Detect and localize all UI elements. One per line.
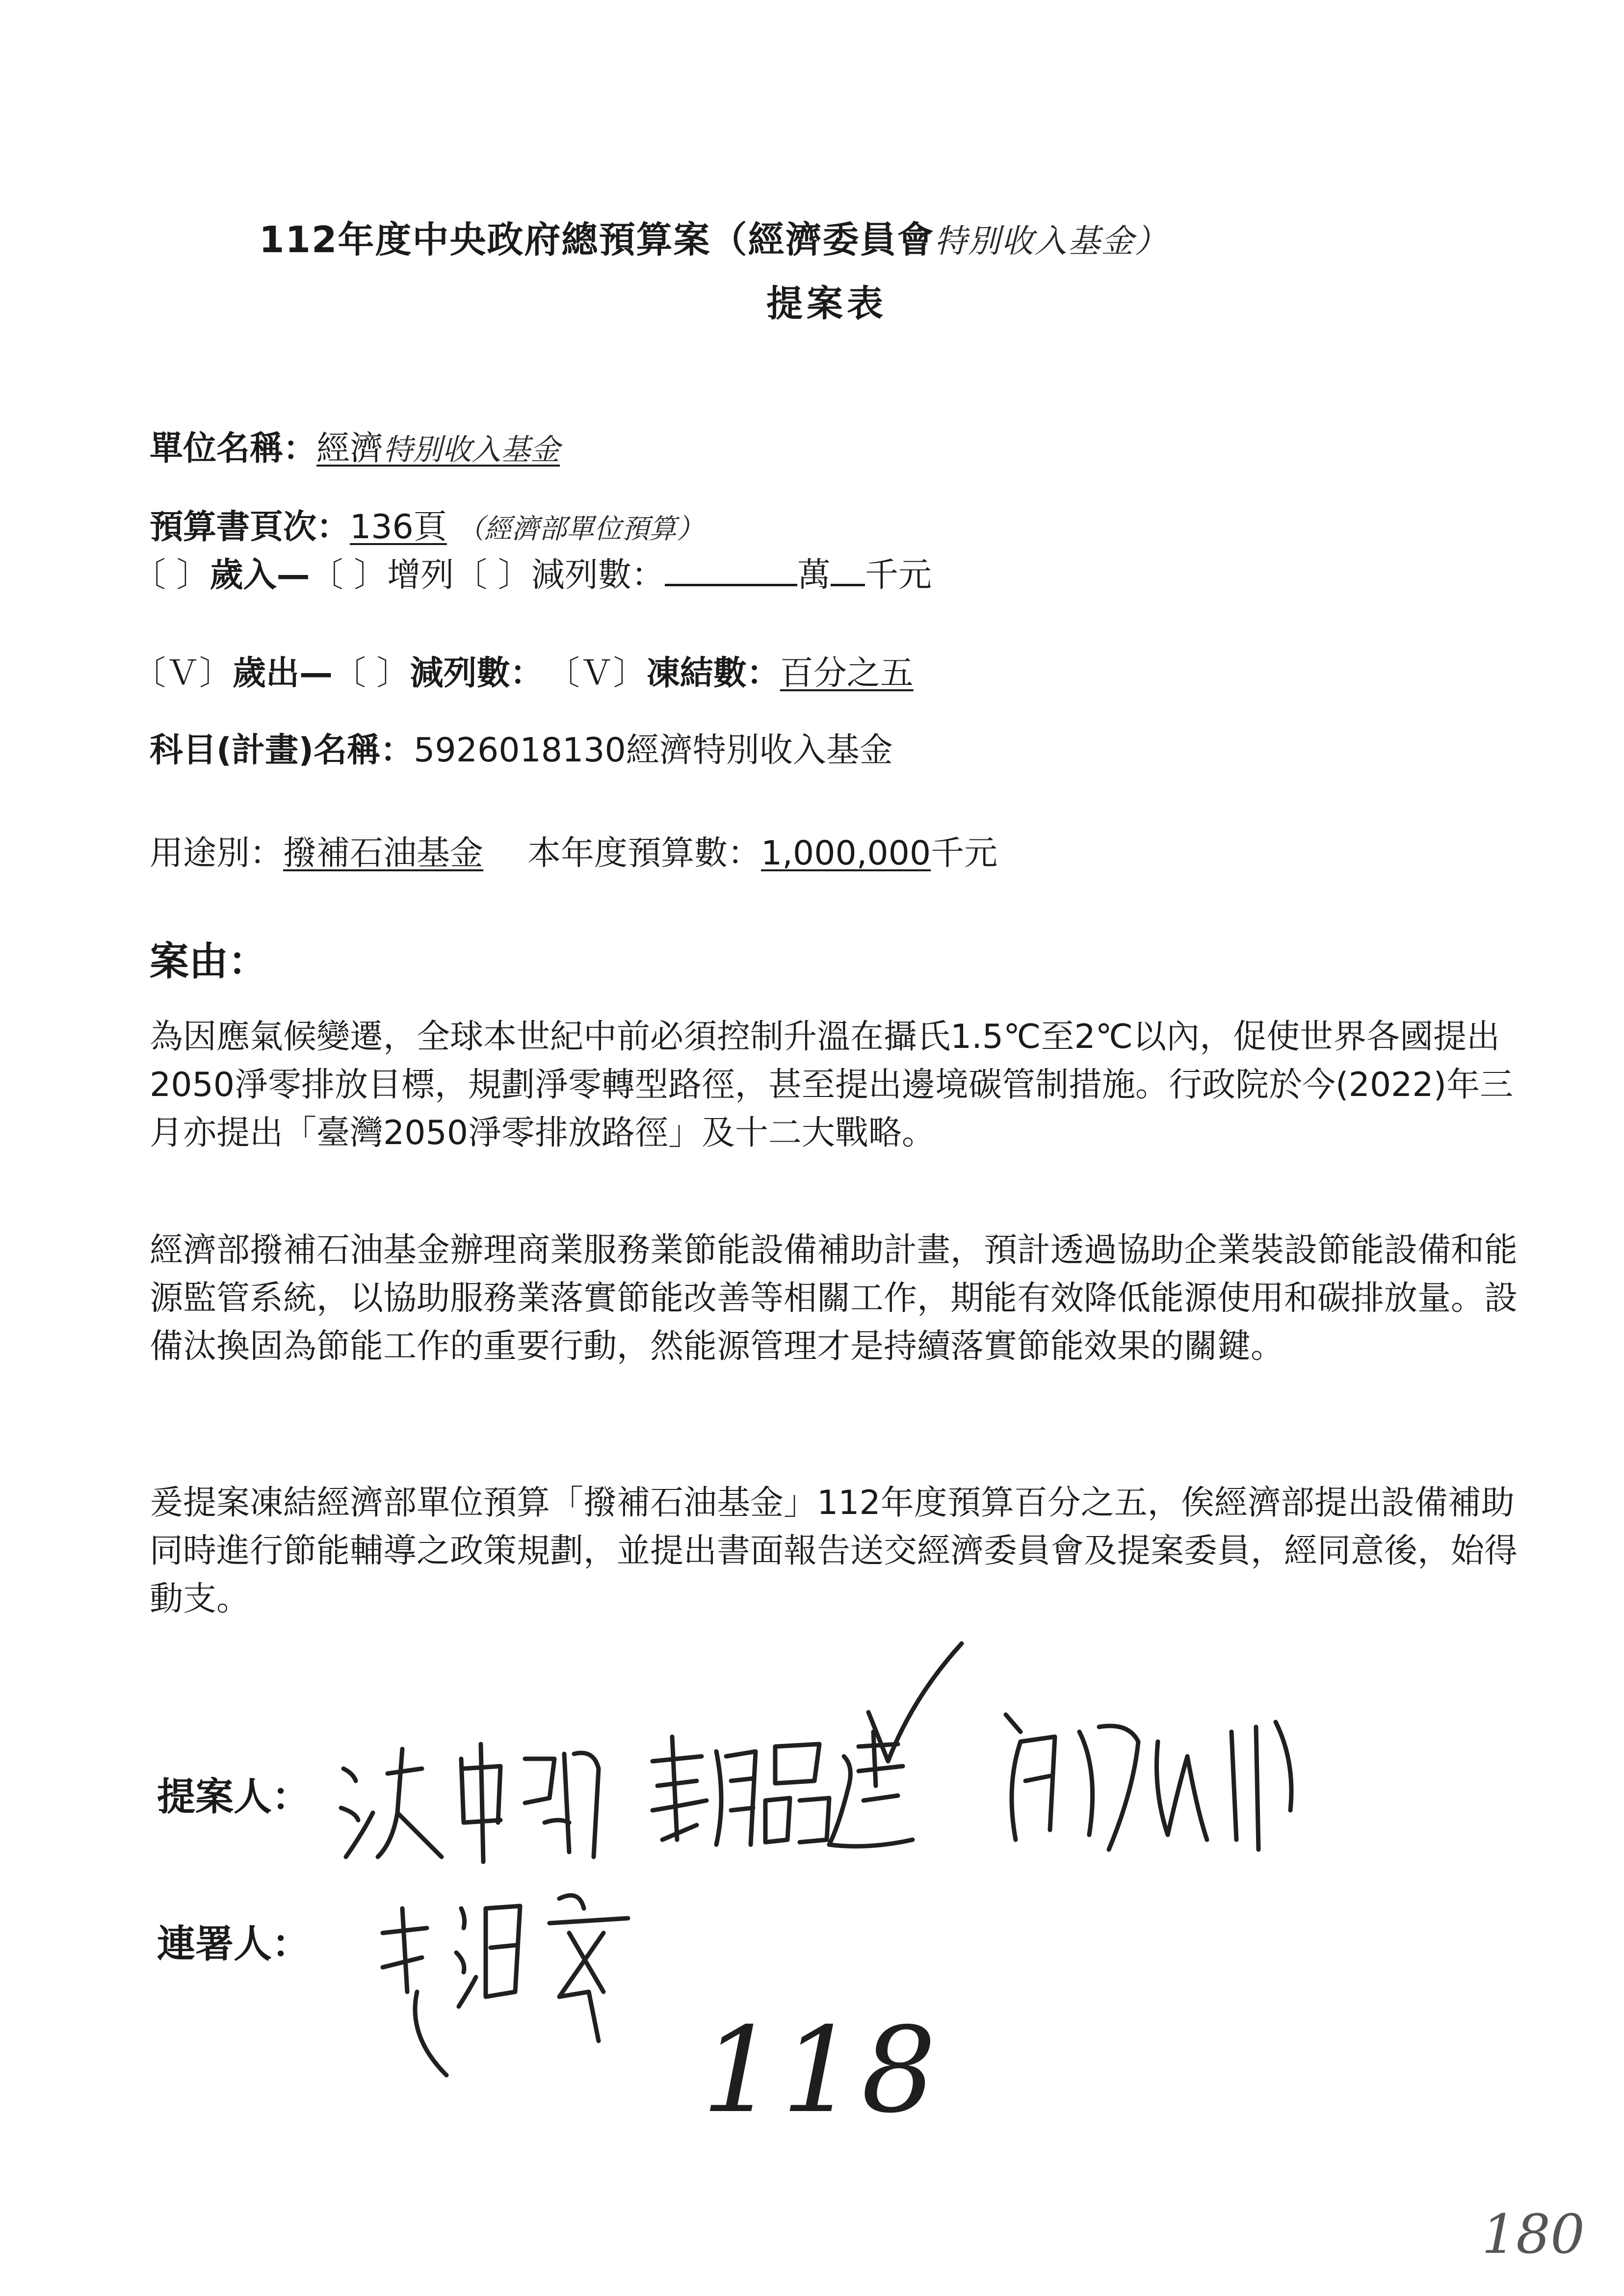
usage-label: 用途別：	[150, 834, 284, 873]
title-printed: 112年度中央政府總預算案（經濟委員會	[259, 219, 935, 261]
revenue-thousand-blank	[831, 583, 865, 586]
revenue-unit-wan: 萬	[797, 556, 831, 595]
reason-paragraph-2: 經濟部撥補石油基金辦理商業服務業節能設備補助計畫，預計透過協助企業裝設節能設備和能源監管系統，以協助服務業落實節能改善等相關工作，期能有效降低能源使用和碳排放量。設備汰換固為節能工作的重要行動，然能源管理才是持續落實節能效果的關鍵。	[150, 1231, 1518, 1366]
revenue-add-label: 增列	[387, 556, 454, 595]
proposer-signature-1	[339, 1739, 603, 1867]
usage-budget-label: 本年度預算數：	[527, 834, 761, 873]
expenditure-bracket: 〔Ｖ〕	[132, 654, 233, 693]
document-subtitle: 提案表	[766, 283, 887, 325]
budget-page-row	[150, 500, 704, 548]
subject-value: 5926018130經濟特別收入基金	[414, 731, 893, 770]
expenditure-freeze-bracket: 〔Ｖ〕	[563, 654, 647, 693]
expenditure-label: 歲出—	[233, 654, 333, 693]
cosigner-signature	[373, 1879, 648, 2085]
proposer-label: 提案人：	[157, 1775, 311, 1819]
page-number-corner: 180	[1482, 2203, 1585, 2266]
revenue-bracket: 〔 〕	[132, 556, 210, 595]
check-mark	[864, 1639, 971, 1766]
unit-name-label: 單位名稱：	[150, 429, 317, 468]
usage-value: 撥補石油基金	[283, 834, 484, 873]
revenue-amount-blank	[665, 583, 797, 586]
expenditure-reduce-label: 減列數：	[410, 654, 544, 693]
expenditure-row	[132, 647, 914, 694]
usage-row	[150, 827, 997, 874]
reason-paragraph-3: 爰提案凍結經濟部單位預算「撥補石油基金」112年度預算百分之五，俟經濟部提出設備補助同時進行節能輔導之政策規劃，並提出書面報告送交經濟委員會及提案委員，經同意後，始得動支。	[150, 1484, 1518, 1618]
expenditure-reduce-bracket: 〔 〕	[333, 654, 410, 693]
revenue-reduce-label: 減列數：	[531, 556, 665, 595]
revenue-add-bracket: 〔 〕	[310, 556, 388, 595]
document-title	[259, 211, 1168, 263]
expenditure-freeze-value: 百分之五	[780, 654, 914, 693]
budget-page-label: 預算書頁次：	[150, 508, 350, 547]
unit-name-value	[316, 429, 560, 468]
revenue-row	[132, 548, 932, 596]
title-handwritten: 特別收入基金）	[934, 222, 1168, 260]
usage-budget-value: 1,000,000	[761, 834, 931, 873]
revenue-label: 歲入—	[210, 556, 310, 595]
revenue-reduce-bracket: 〔 〕	[454, 556, 531, 595]
reason-paragraph-1: 為因應氣候變遷，全球本世紀中前必須控制升溫在攝氏1.5℃至2℃以內，促使世界各國提出2050淨零排放目標，規劃淨零轉型路徑，甚至提出邊境碳管制措施。行政院於今(2022)年三月亦提出「臺灣2050淨零排放路徑」及十二大戰略。	[150, 1018, 1514, 1152]
unit-name-printed: 經濟	[316, 429, 384, 468]
cosigner-label: 連署人：	[157, 1922, 311, 1966]
proposer-signature-3	[1001, 1712, 1305, 1859]
unit-name-handwritten: 特別收入基金	[383, 433, 560, 467]
subject-row	[150, 724, 893, 771]
budget-page-note: （經濟部單位預算）	[456, 513, 704, 545]
budget-page-value: 136頁	[350, 508, 447, 547]
expenditure-freeze-label: 凍結數：	[646, 654, 780, 693]
subject-label: 科目(計畫)名稱：	[150, 731, 414, 770]
unit-name-row	[150, 422, 560, 470]
page-number-handwritten: 118	[702, 2002, 942, 2139]
reason-heading: 案由：	[150, 939, 267, 984]
revenue-unit-qian: 千元	[864, 556, 932, 595]
usage-budget-unit: 千元	[931, 834, 998, 873]
